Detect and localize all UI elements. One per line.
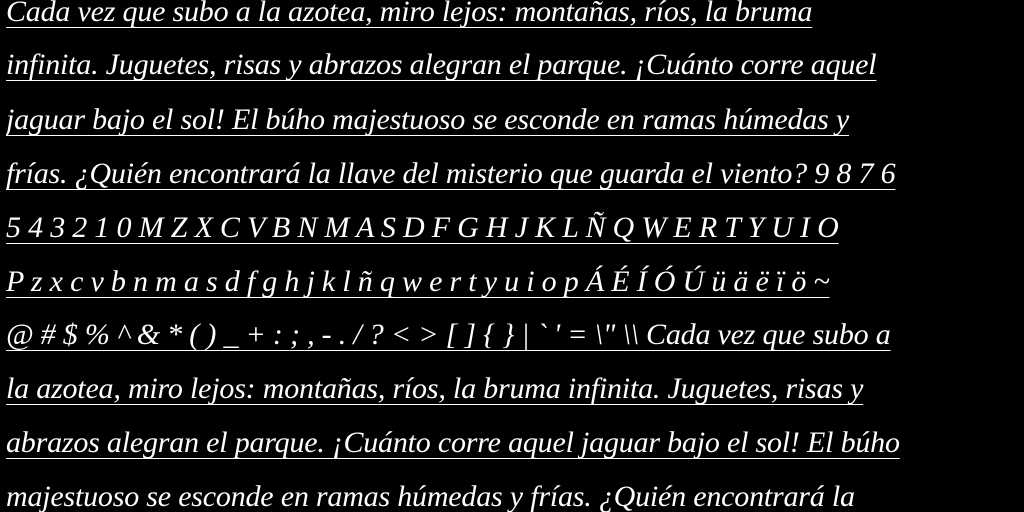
- text-line-3: jaguar bajo el sol! El búho majestuoso se esconde en ramas húmedas y: [6, 103, 849, 136]
- text-line-2: infinita. Juguetes, risas y abrazos alegran el parque. ¡Cuánto corre aquel: [6, 48, 877, 81]
- text-line-7: @ # $ % ^ & * ( ) _ + : ; , - . / ? < > [ ] { } | ` ' = \" \\ Cada vez que subo a: [6, 318, 891, 351]
- text-line-9: abrazos alegran el parque. ¡Cuánto corre aquel jaguar bajo el sol! El búho: [6, 426, 900, 459]
- text-line-6: P z x c v b n m a s d f g h j k l ñ q w e r t y u i o p Á É Í Ó Ú ü ä ë ï ö ~: [6, 265, 830, 298]
- text-line-10: majestuoso se esconde en ramas húmedas y frías. ¿Quién encontrará la: [6, 480, 855, 512]
- text-line-5: 5 4 3 2 1 0 M Z X C V B N M A S D F G H J K L Ñ Q W E R T Y U I O: [6, 211, 839, 244]
- text-line-4: frías. ¿Quién encontrará la llave del misterio que guarda el viento? 9 8 7 6: [6, 157, 896, 190]
- text-line-1: Cada vez que subo a la azotea, miro lejos: montañas, ríos, la bruma: [6, 0, 813, 28]
- text-line-8: la azotea, miro lejos: montañas, ríos, la bruma infinita. Juguetes, risas y: [6, 372, 864, 405]
